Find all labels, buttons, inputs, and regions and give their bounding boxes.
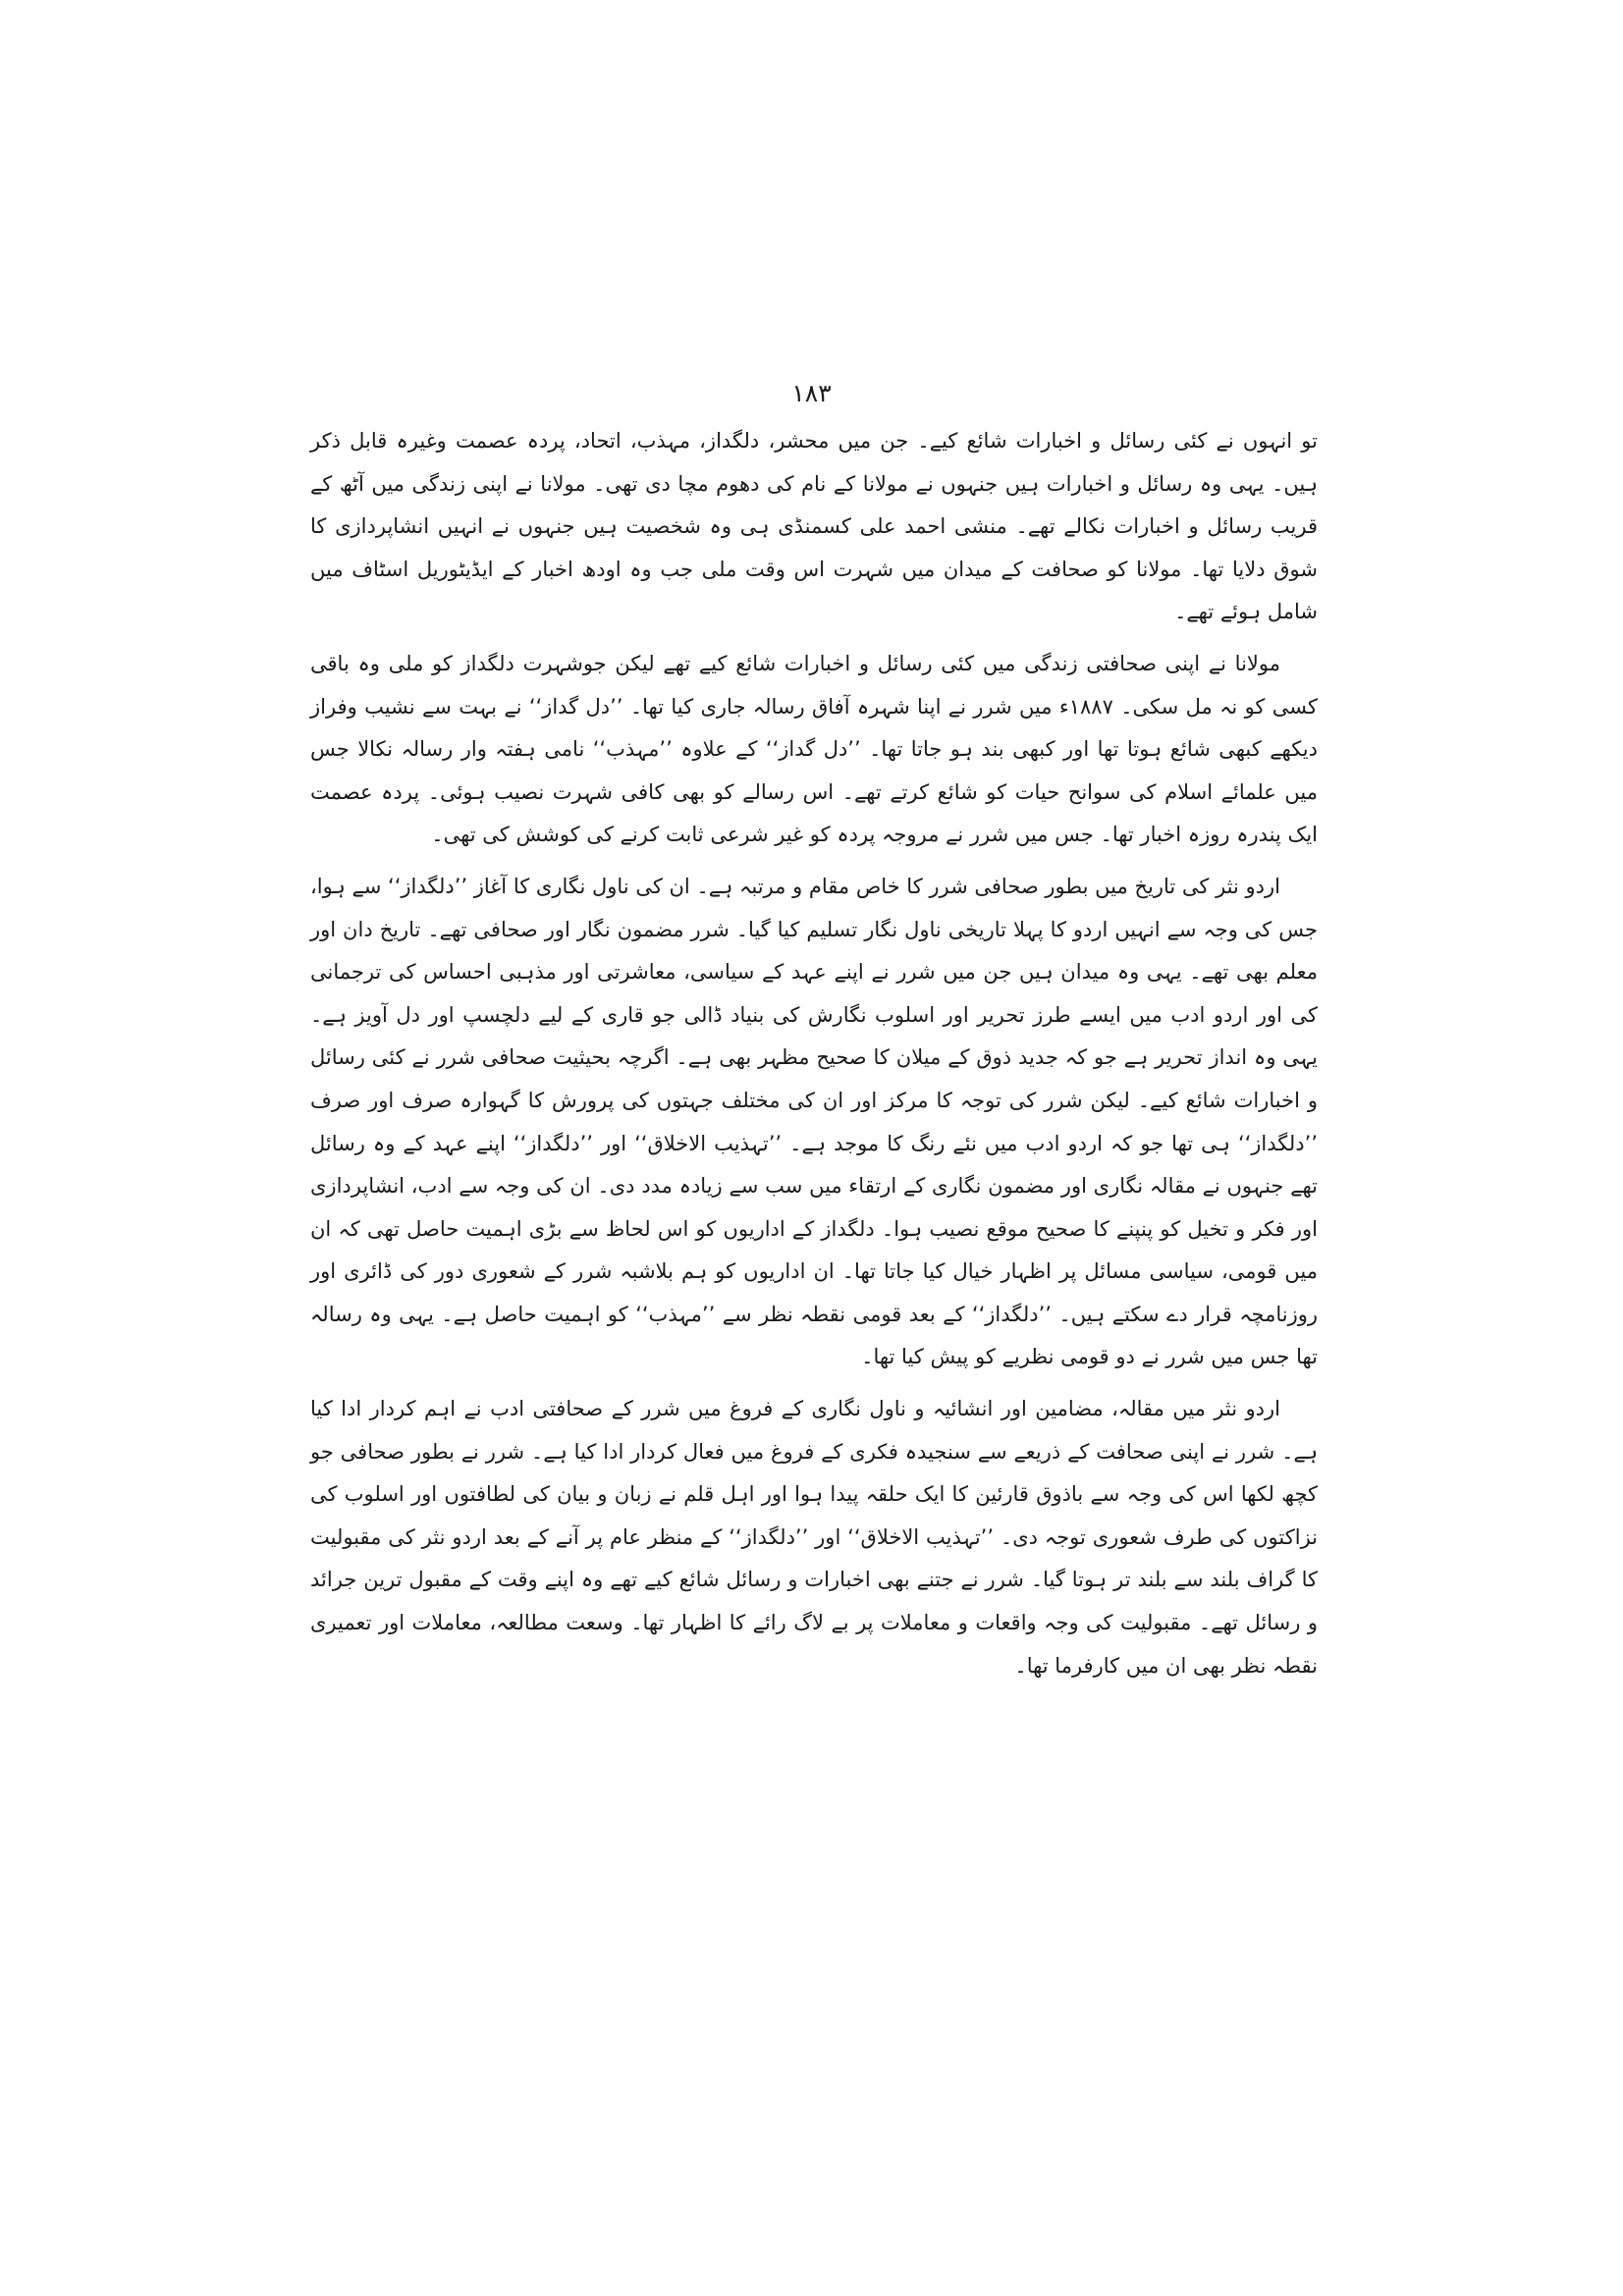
body-text xyxy=(310,420,1318,1696)
page-number: ۱۸۳ xyxy=(791,379,832,407)
paragraph-3: اردو نثر کی تاریخ میں بطور صحافی شرر کا خاص مقام و مرتبہ ہے۔ ان کی ناول نگاری کا آغاز ’’دلگداز‘‘ سے ہوا، جس کی وجہ سے انہیں اردو کا پہلا تاریخی ناول نگار تسلیم کیا گیا۔ شرر مضمون نگار اور صحافی تھے۔ تاریخ دان اور معلم بھی تھے۔ یہی وہ میدان ہیں جن میں شرر نے اپنے عہد کے سیاسی، معاشرتی اور مذہبی احساس کی ترجمانی کی اور اردو ادب میں ایسے طرز تحریر اور اسلوب نگارش کی بنیاد ڈالی جو قاری کے لیے دلچسپ اور دل آویز ہے۔ یہی وہ انداز تحریر ہے جو کہ جدید ذوق کے میلان کا صحیح مظہر بھی ہے۔ اگرچہ بحیثیت صحافی شرر نے کئی رسائل و اخبارات شائع کیے۔ لیکن شرر کی توجہ کا مرکز اور ان کی مختلف جہتوں کی پرورش کا گہوارہ صرف اور صرف ’’دلگداز‘‘ ہی تھا جو کہ اردو ادب میں نئے رنگ کا موجد ہے۔ ’’تہذیب الاخلاق‘‘ اور ’’دلگداز‘‘ اپنے عہد کے وہ رسائل تھے جنہوں نے مقالہ نگاری اور مضمون نگاری کے ارتقاء میں سب سے زیادہ مدد دی۔ ان کی وجہ سے ادب، انشاپردازی اور فکر و تخیل کو پنپنے کا صحیح موقع نصیب ہوا۔ دلگداز کے اداریوں کو اس لحاظ سے بڑی اہمیت حاصل تھی کہ ان میں قومی، سیاسی مسائل پر اظہار خیال کیا جاتا تھا۔ ان اداریوں کو ہم بلاشبہ شرر کے شعوری دور کی ڈائری اور روزنامچہ قرار دے سکتے ہیں۔ ’’دلگداز‘‘ کے بعد قومی نقطہ نظر سے ’’مہذب‘‘ کو اہمیت حاصل ہے۔ یہی وہ رسالہ تھا جس میں شرر نے دو قومی نظریے کو پیش کیا تھا۔ xyxy=(310,874,1318,1369)
paragraph-4: اردو نثر میں مقالہ، مضامین اور انشائیہ و ناول نگاری کے فروغ میں شرر کے صحافتی ادب نے اہم کردار ادا کیا ہے۔ شرر نے اپنی صحافت کے ذریعے سے سنجیدہ فکری کے فروغ میں فعال کردار ادا کیا ہے۔ شرر نے بطور صحافی جو کچھ لکھا اس کی وجہ سے باذوق قارئین کا ایک حلقہ پیدا ہوا اور اہل قلم نے زبان و بیان کی لطافتوں اور اسلوب کی نزاکتوں کی طرف شعوری توجہ دی۔ ’’تہذیب الاخلاق‘‘ اور ’’دلگداز‘‘ کے منظر عام پر آنے کے بعد اردو نثر کی مقبولیت کا گراف بلند سے بلند تر ہوتا گیا۔ شرر نے جتنے بھی اخبارات و رسائل شائع کیے تھے وہ اپنے وقت کے مقبول ترین جرائد و رسائل تھے۔ مقبولیت کی وجہ واقعات و معاملات پر بے لاگ رائے کا اظہار تھا۔ وسعت مطالعہ، معاملات اور تعمیری نقطہ نظر بھی ان میں کارفرما تھا۔ xyxy=(310,1397,1318,1678)
paragraph-1: تو انہوں نے کئی رسائل و اخبارات شائع کیے۔ جن میں محشر، دلگداز، مہذب، اتحاد، پردہ عصمت وغیرہ قابل ذکر ہیں۔ یہی وہ رسائل و اخبارات ہیں جنہوں نے مولانا کے نام کی دھوم مچا دی تھی۔ مولانا نے اپنی زندگی میں آٹھ کے قریب رسائل و اخبارات نکالے تھے۔ منشی احمد علی کسمنڈی ہی وہ شخصیت ہیں جنہوں نے انہیں انشاپردازی کا شوق دلایا تھا۔ مولانا کو صحافت کے میدان میں شہرت اس وقت ملی جب وہ اودھ اخبار کے ایڈیٹوریل اسٹاف میں شامل ہوئے تھے۔ xyxy=(310,429,1318,624)
paragraph-2: مولانا نے اپنی صحافتی زندگی میں کئی رسائل و اخبارات شائع کیے تھے لیکن جوشہرت دلگداز کو ملی وہ باقی کسی کو نہ مل سکی۔ ۱۸۸۷ء میں شرر نے اپنا شہرہ آفاق رسالہ جاری کیا تھا۔ ’’دل گداز‘‘ نے بہت سے نشیب وفراز دیکھے کبھی شائع ہوتا تھا اور کبھی بند ہو جاتا تھا۔ ’’دل گداز‘‘ کے علاوہ ’’مہذب‘‘ نامی ہفتہ وار رسالہ نکالا جس میں علمائے اسلام کی سوانح حیات کو شائع کرتے تھے۔ اس رسالے کو بھی کافی شہرت نصیب ہوئی۔ پردہ عصمت ایک پندرہ روزہ اخبار تھا۔ جس میں شرر نے مروجہ پردہ کو غیر شرعی ثابت کرنے کی کوشش کی تھی۔ xyxy=(310,651,1318,847)
